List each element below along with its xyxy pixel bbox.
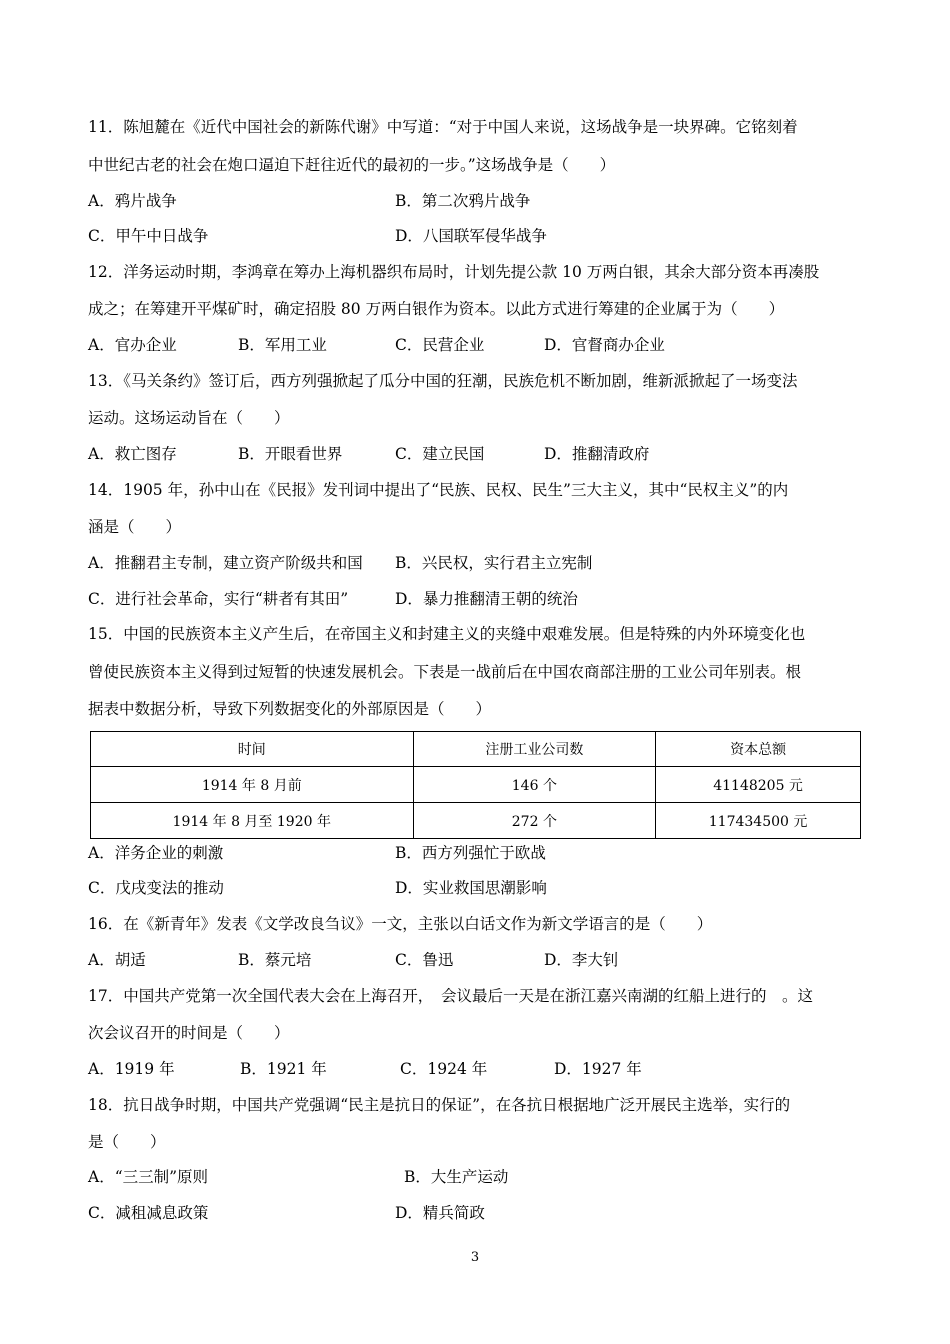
table-header-cell: 注册工业公司数	[413, 732, 656, 767]
q12-option-b[interactable]: B．军用工业	[238, 336, 327, 354]
q18-option-b[interactable]: B．大生产运动	[404, 1168, 509, 1186]
table-header-cell: 资本总额	[656, 732, 861, 767]
table-cell: 1914 年 8 月前	[91, 767, 414, 803]
q15-option-c[interactable]: C．戊戌变法的推动	[88, 879, 224, 897]
q13-option-a[interactable]: A．救亡图存	[88, 445, 177, 463]
q11-option-a[interactable]: A．鸦片战争	[88, 192, 177, 210]
q11-option-b[interactable]: B．第二次鸦片战争	[395, 192, 531, 210]
table-cell: 1914 年 8 月至 1920 年	[91, 803, 414, 839]
q12-option-c[interactable]: C．民营企业	[395, 336, 485, 354]
table-row	[91, 803, 861, 839]
q14-stem-line1: 14．1905 年，孙中山在《民报》发刊词中提出了“民族、民权、民生”三大主义，其中“民权主义”的内	[88, 481, 789, 499]
q14-option-c[interactable]: C．进行社会革命，实行“耕者有其田”	[88, 590, 349, 608]
q17-option-a[interactable]: A．1919 年	[88, 1060, 175, 1078]
q11-option-d[interactable]: D．八国联军侵华战争	[395, 227, 547, 245]
q17-option-d[interactable]: D．1927 年	[554, 1060, 642, 1078]
table-cell: 146 个	[413, 767, 656, 803]
q12-stem-line1: 12．洋务运动时期，李鸿章在筹办上海机器织布局时，计划先提公款 10 万两白银，其余大部分资本再凑股	[88, 263, 820, 281]
q18-stem-line2: 是（ ）	[88, 1133, 166, 1151]
q12-stem-line2: 成之；在筹建开平煤矿时，确定招股 80 万两白银作为资本。以此方式进行筹建的企业属于为（ ）	[88, 300, 785, 318]
q13-option-b[interactable]: B．开眼看世界	[238, 445, 343, 463]
q14-option-b[interactable]: B．兴民权，实行君主立宪制	[395, 554, 593, 572]
q14-option-d[interactable]: D．暴力推翻清王朝的统治	[395, 590, 578, 608]
q18-option-d[interactable]: D．精兵简政	[395, 1204, 485, 1222]
table-cell: 117434500 元	[656, 803, 861, 839]
q16-option-a[interactable]: A．胡适	[88, 951, 146, 969]
q16-stem-line1: 16．在《新青年》发表《文学改良刍议》一文，主张以白话文作为新文学语言的是（ ）	[88, 915, 713, 933]
q11-stem-line2: 中世纪古老的社会在炮口逼迫下赶往近代的最初的一步。”这场战争是（ ）	[88, 156, 616, 174]
q15-stem-line3: 据表中数据分析，导致下列数据变化的外部原因是（ ）	[88, 700, 492, 718]
q12-option-a[interactable]: A．官办企业	[88, 336, 177, 354]
q17-stem-line2: 次会议召开的时间是（ ）	[88, 1024, 290, 1042]
q15-option-d[interactable]: D．实业救国思潮影响	[395, 879, 547, 897]
q13-stem-line1: 13．《马关条约》签订后，西方列强掀起了瓜分中国的狂潮，民族危机不断加剧，维新派掀起了一场变法	[88, 372, 798, 390]
table-cell: 272 个	[413, 803, 656, 839]
q15-option-b[interactable]: B．西方列强忙于欧战	[395, 844, 546, 862]
q18-option-c[interactable]: C．减租减息政策	[88, 1204, 209, 1222]
table-cell: 41148205 元	[656, 767, 861, 803]
page-number: 3	[470, 1250, 480, 1265]
q16-option-b[interactable]: B．蔡元培	[238, 951, 312, 969]
q11-option-c[interactable]: C．甲午中日战争	[88, 227, 209, 245]
q14-stem-line2: 涵是（ ）	[88, 518, 182, 536]
q14-option-a[interactable]: A．推翻君主专制，建立资产阶级共和国	[88, 554, 363, 572]
q12-option-d[interactable]: D．官督商办企业	[544, 336, 665, 354]
q16-option-c[interactable]: C．鲁迅	[395, 951, 454, 969]
table-header-row	[91, 732, 861, 767]
q15-stem-line2: 曾使民族资本主义得到过短暂的快速发展机会。下表是一战前后在中国农商部注册的工业公司年别表。根	[88, 663, 802, 681]
q18-stem-line1: 18．抗日战争时期，中国共产党强调“民主是抗日的保证”，在各抗日根据地广泛开展民主选举，实行的	[88, 1096, 791, 1114]
q17-option-c[interactable]: C．1924 年	[400, 1060, 488, 1078]
q11-stem-line1: 11．陈旭麓在《近代中国社会的新陈代谢》中写道：“对于中国人来说，这场战争是一块界碑。它铭刻着	[88, 118, 798, 136]
company-data-table	[90, 731, 861, 839]
q18-option-a[interactable]: A．“三三制”原则	[88, 1168, 209, 1186]
q17-option-b[interactable]: B．1921 年	[240, 1060, 327, 1078]
q13-option-c[interactable]: C．建立民国	[395, 445, 485, 463]
q17-stem-line1: 17．中国共产党第一次全国代表大会在上海召开， 会议最后一天是在浙江嘉兴南湖的红船上进行的 。这	[88, 987, 813, 1005]
table-row	[91, 767, 861, 803]
q13-stem-line2: 运动。这场运动旨在（ ）	[88, 409, 290, 427]
q16-option-d[interactable]: D．李大钊	[544, 951, 619, 969]
table-header-cell: 时间	[91, 732, 414, 767]
q13-option-d[interactable]: D．推翻清政府	[544, 445, 650, 463]
q15-option-a[interactable]: A．洋务企业的刺激	[88, 844, 224, 862]
q15-stem-line1: 15．中国的民族资本主义产生后，在帝国主义和封建主义的夹缝中艰难发展。但是特殊的内外环境变化也	[88, 625, 806, 643]
